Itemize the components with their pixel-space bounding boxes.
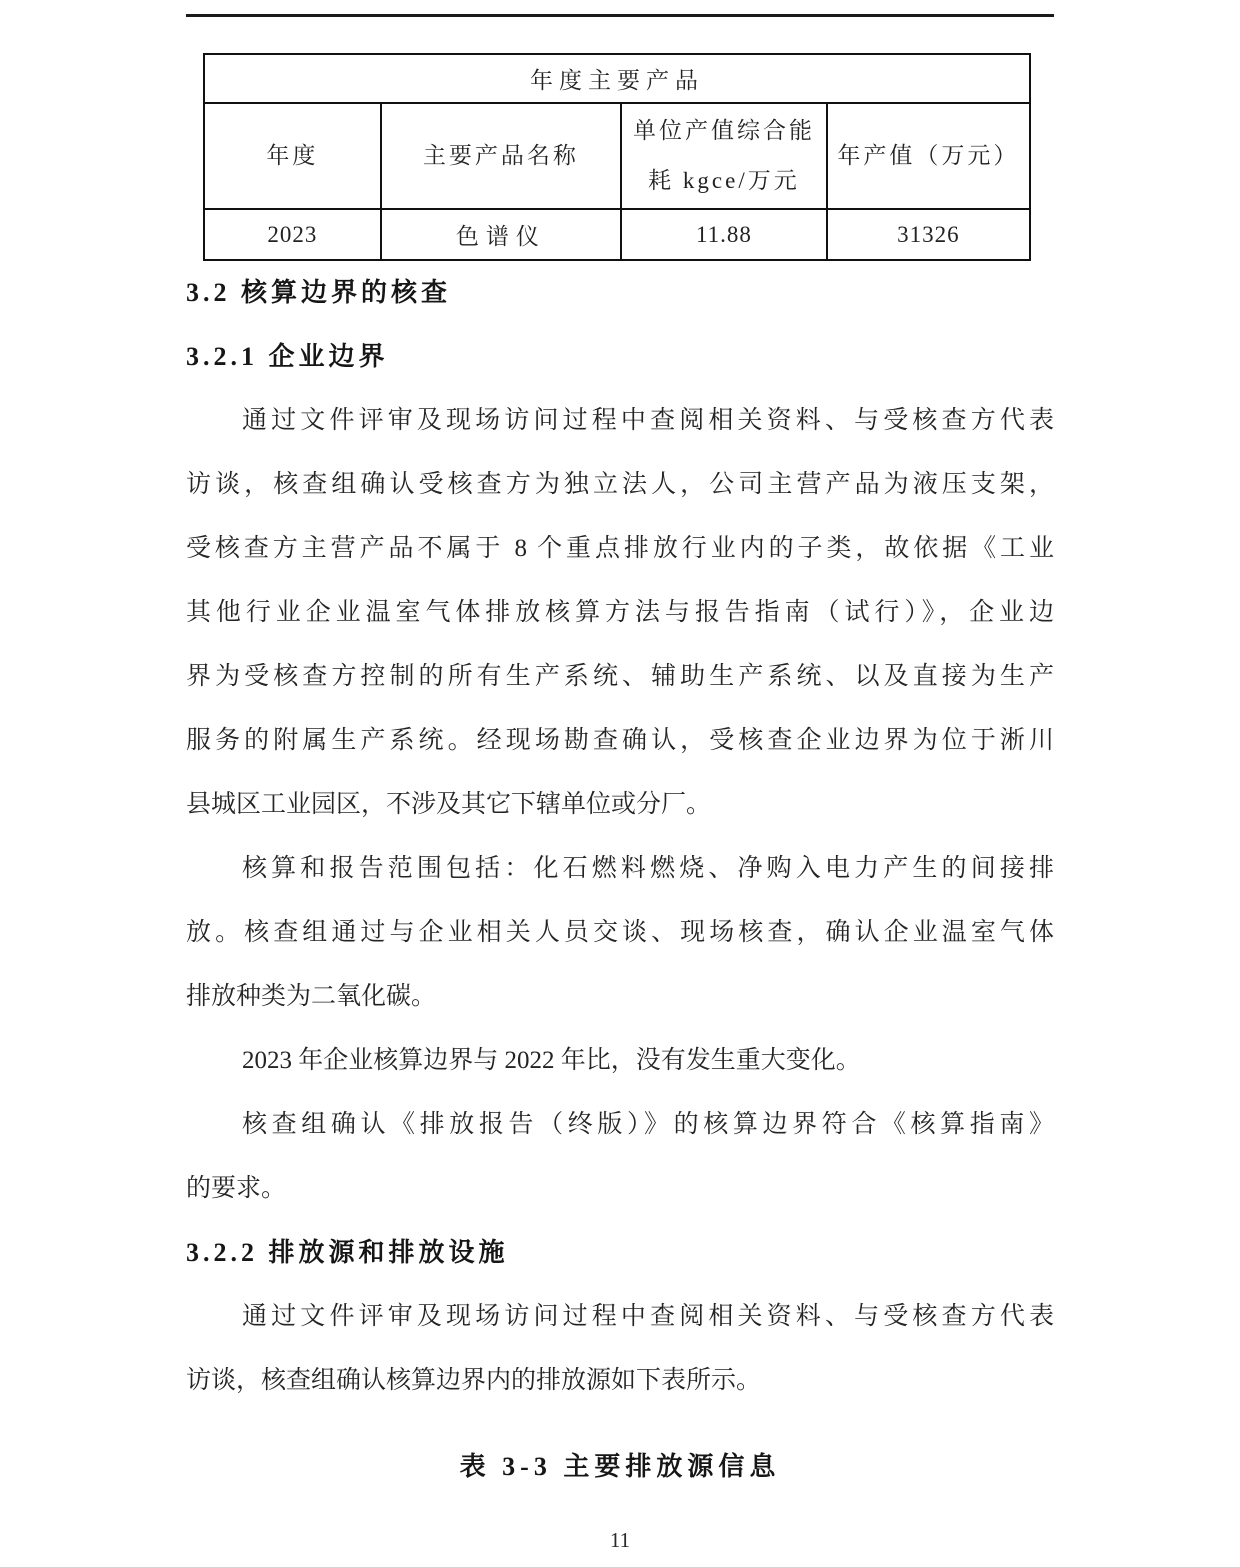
paragraph-reporting-scope bbox=[186, 837, 1054, 1029]
paragraph-enterprise-boundary bbox=[186, 389, 1054, 837]
paragraph-line: 访谈，核查组确认受核查方为独立法人，公司主营产品为液压支架， bbox=[186, 471, 1054, 498]
body-content bbox=[186, 261, 1054, 1553]
header-divider bbox=[186, 14, 1054, 17]
paragraph-line: 排放种类为二氧化碳。 bbox=[186, 983, 437, 1010]
paragraph-line: 受核查方主营产品不属于 8 个重点排放行业内的子类，故依据《工业 bbox=[186, 535, 1054, 562]
column-header-year: 年度 bbox=[204, 103, 381, 209]
table-title-row bbox=[204, 54, 1030, 103]
paragraph-line: 核算和报告范围包括：化石燃料燃烧、净购入电力产生的间接排 bbox=[242, 855, 1054, 882]
paragraph-line: 服务的附属生产系统。经现场勘查确认，受核查企业边界为位于淅川 bbox=[186, 727, 1054, 754]
paragraph-boundary-change bbox=[186, 1029, 1054, 1093]
page-number: 11 bbox=[609, 1528, 631, 1552]
paragraph-line: 通过文件评审及现场访问过程中查阅相关资料、与受核查方代表 bbox=[242, 1303, 1054, 1330]
table-header-row bbox=[204, 103, 1030, 209]
column-header-annual-output: 年产值（万元） bbox=[827, 103, 1030, 209]
paragraph-boundary-conformance bbox=[186, 1093, 1054, 1221]
cell-annual-output: 31326 bbox=[827, 209, 1030, 260]
cell-energy-intensity: 11.88 bbox=[621, 209, 827, 260]
paragraph-line: 其他行业企业温室气体排放核算方法与报告指南（试行）》，企业边 bbox=[186, 599, 1054, 626]
paragraph-line: 放。核查组通过与企业相关人员交谈、现场核查，确认企业温室气体 bbox=[186, 919, 1054, 946]
section-heading-3-2-1: 3.2.1 企业边界 bbox=[186, 342, 389, 371]
column-header-product-name: 主要产品名称 bbox=[381, 103, 621, 209]
paragraph-line: 县城区工业园区，不涉及其它下辖单位或分厂。 bbox=[186, 791, 712, 818]
paragraph-line: 核查组确认《排放报告（终版）》的核算边界符合《核算指南》 bbox=[242, 1111, 1054, 1138]
column-header-energy-intensity: 单位产值综合能耗 kgce/万元 bbox=[621, 103, 827, 209]
paragraph-line: 2023 年企业核算边界与 2022 年比，没有发生重大变化。 bbox=[242, 1047, 861, 1074]
table-3-3-caption: 表 3-3 主要排放源信息 bbox=[459, 1452, 781, 1481]
paragraph-line: 访谈，核查组确认核算边界内的排放源如下表所示。 bbox=[186, 1367, 762, 1394]
paragraph-emission-sources bbox=[186, 1285, 1054, 1413]
paragraph-line: 的要求。 bbox=[186, 1175, 287, 1202]
paragraph-line: 通过文件评审及现场访问过程中查阅相关资料、与受核查方代表 bbox=[242, 407, 1054, 434]
annual-products-table bbox=[203, 53, 1031, 261]
paragraph-line: 界为受核查方控制的所有生产系统、辅助生产系统、以及直接为生产 bbox=[186, 663, 1054, 690]
table-title: 年度主要产品 bbox=[204, 54, 1030, 103]
section-heading-3-2: 3.2 核算边界的核查 bbox=[186, 278, 452, 307]
section-heading-3-2-2: 3.2.2 排放源和排放设施 bbox=[186, 1238, 509, 1267]
cell-year: 2023 bbox=[204, 209, 381, 260]
cell-product-name: 色谱仪 bbox=[381, 209, 621, 260]
table-row bbox=[204, 209, 1030, 260]
